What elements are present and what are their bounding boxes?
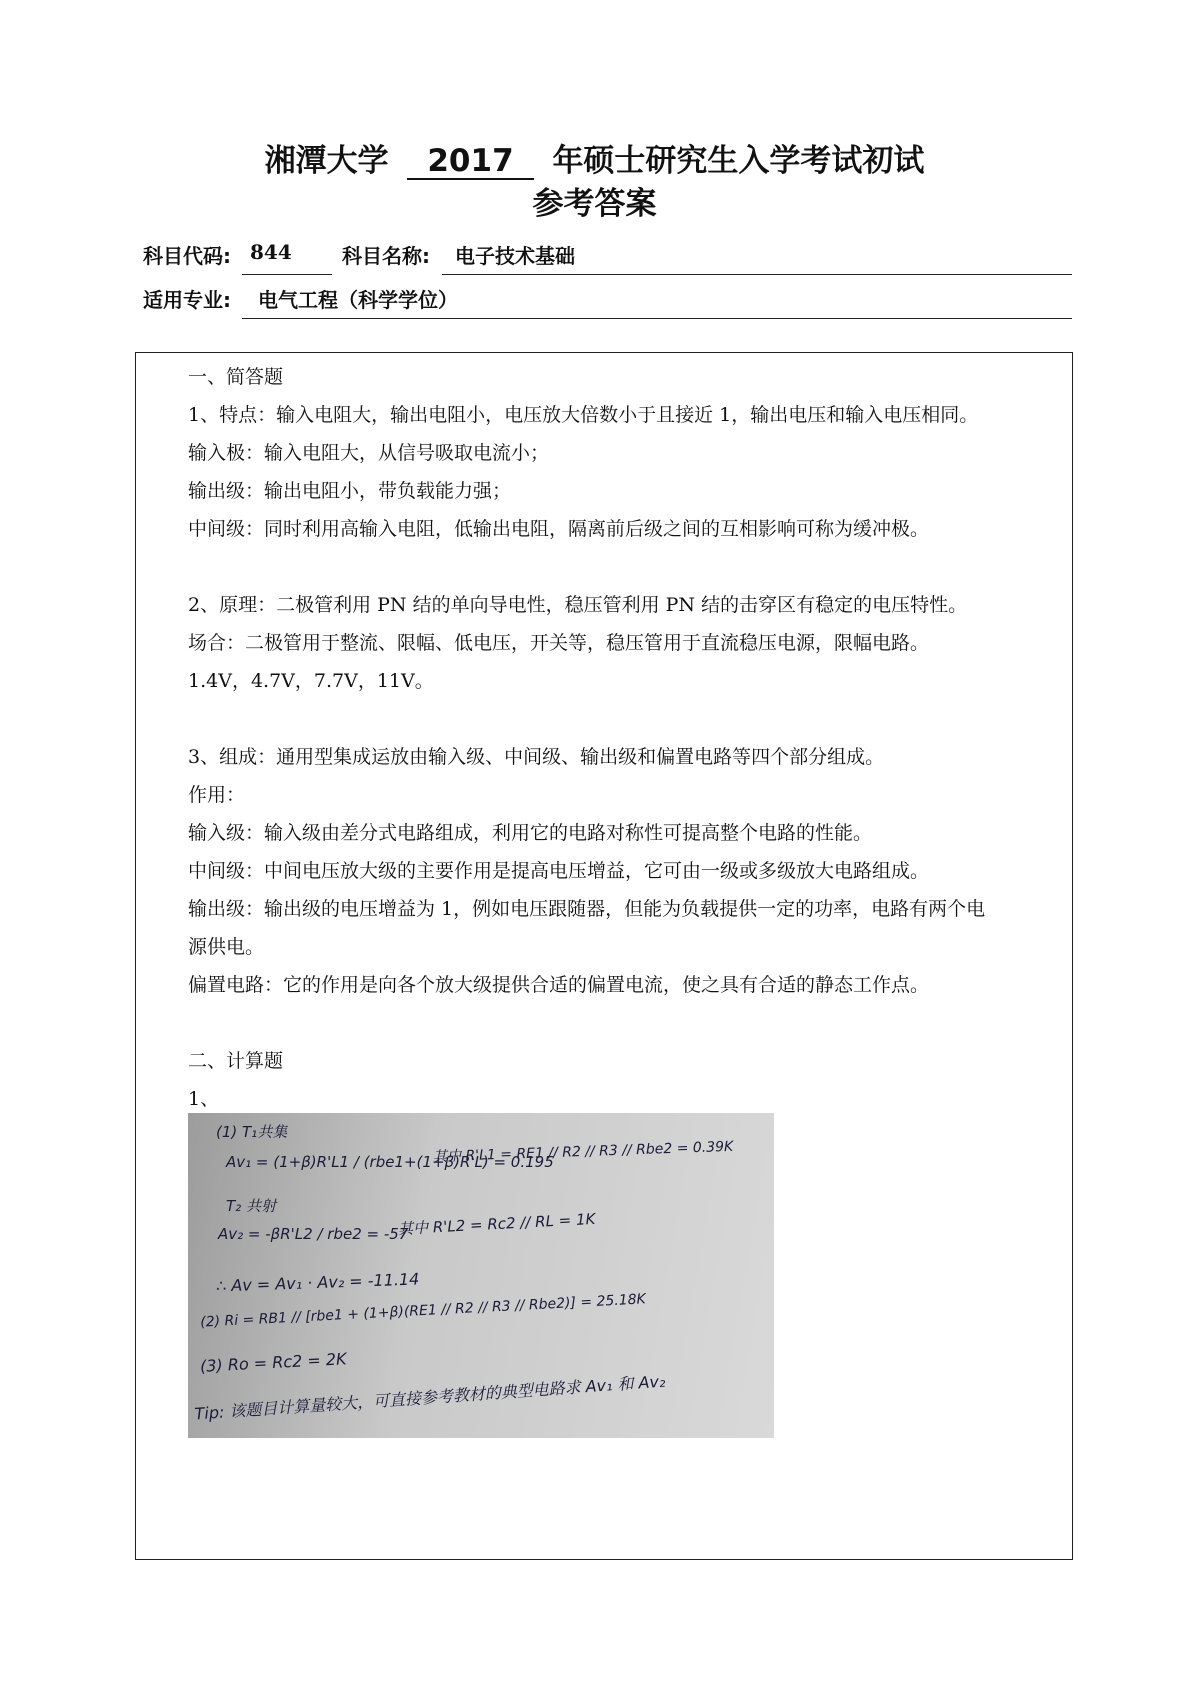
answer-line: 1、 [188,1088,220,1110]
title-year: 2017 [407,145,533,180]
hw-line: Tip: 该题目计算量较大，可直接参考教材的典型电路求 Av₁ 和 Av₂ [193,1371,666,1424]
section-title: 一、简答题 [188,366,284,388]
section-title: 二、计算题 [188,1050,284,1072]
spacer [188,548,1068,586]
major-value: 电气工程（科学学位） [258,288,458,312]
title-rest: 年硕士研究生入学考试初试 [552,143,925,179]
answer-line: 输入级：输入级由差分式电路组成，利用它的电路对称性可提高整个电路的性能。 [188,822,873,844]
subject-value: 电子技术基础 [455,244,575,268]
title-school: 湘潭大学 [264,143,389,179]
answer-line: 中间级：中间电压放大级的主要作用是提高电压增益，它可由一级或多级放大电路组成。 [188,860,930,882]
code-value: 844 [250,240,292,264]
answer-subtitle: 参考答案 [532,186,657,222]
answer-line: 输入极：输入电阻大，从信号吸取电流小； [188,442,550,464]
answer-line: 输出级：输出级的电压增益为 1，例如电压跟随器，但能为负载提供一定的功率，电路有两个电 [188,898,986,920]
answer-line: 输出级：输出电阻小，带负载能力强； [188,480,512,502]
hw-line: Av₁ = (1+β)R'L1 / (rbe1+(1+β)R'L) = 0.195 [226,1153,554,1171]
answer-line: 1、特点：输入电阻大，输出电阻小，电压放大倍数小于且接近 1，输出电压和输入电压相同。 [188,404,979,426]
exam-title [0,135,1189,180]
answer-line: 场合：二极管用于整流、限幅、低电压，开关等，稳压管用于直流稳压电源，限幅电路。 [188,632,930,654]
answer-line: 作用： [188,784,246,806]
hw-line: (1) T₁共集 [216,1123,288,1141]
hw-line: T₂ 共射 [226,1197,276,1215]
hw-line: 其中 R'L1 = RE1 // R2 // R3 // Rbe2 = 0.39K [432,1138,734,1166]
spacer [188,1004,1068,1042]
code-label: 科目代码: [143,244,231,268]
hw-line: ∴ Av = Av₁ · Av₂ = -11.14 [215,1269,420,1296]
subject-label: 科目名称: [342,244,430,268]
major-underline [242,318,1072,319]
answer-line: 源供电。 [188,936,265,958]
answer-line: 偏置电路：它的作用是向各个放大级提供合适的偏置电流，使之具有合适的静态工作点。 [188,974,930,996]
answer-line: 1.4V，4.7V，7.7V，11V。 [188,670,434,692]
hw-line: (3) Ro = Rc2 = 2K [199,1349,347,1376]
subject-underline [442,274,1072,275]
answer-line: 3、组成：通用型集成运放由输入级、中间级、输出级和偏置电路等四个部分组成。 [188,746,885,768]
hw-line: 其中 R'L2 = Rc2 // RL = 1K [397,1209,596,1239]
spacer [188,700,1068,738]
major-label: 适用专业: [143,288,231,312]
answer-content [188,358,1068,1118]
answer-line: 2、原理：二极管利用 PN 结的单向导电性，稳压管利用 PN 结的击穿区有稳定的电压特性。 [188,594,968,616]
answer-line: 中间级：同时利用高输入电阻，低输出电阻，隔离前后级之间的互相影响可称为缓冲极。 [188,518,930,540]
code-underline [242,274,332,275]
hw-line: (2) Ri = RB1 // [rbe1 + (1+β)(RE1 // R2 // R3 // Rbe2)] = 25.18K [199,1291,647,1331]
hw-line: Av₂ = -βR'L2 / rbe2 = -57 [218,1225,409,1243]
handwritten-solution-photo [188,1113,774,1438]
